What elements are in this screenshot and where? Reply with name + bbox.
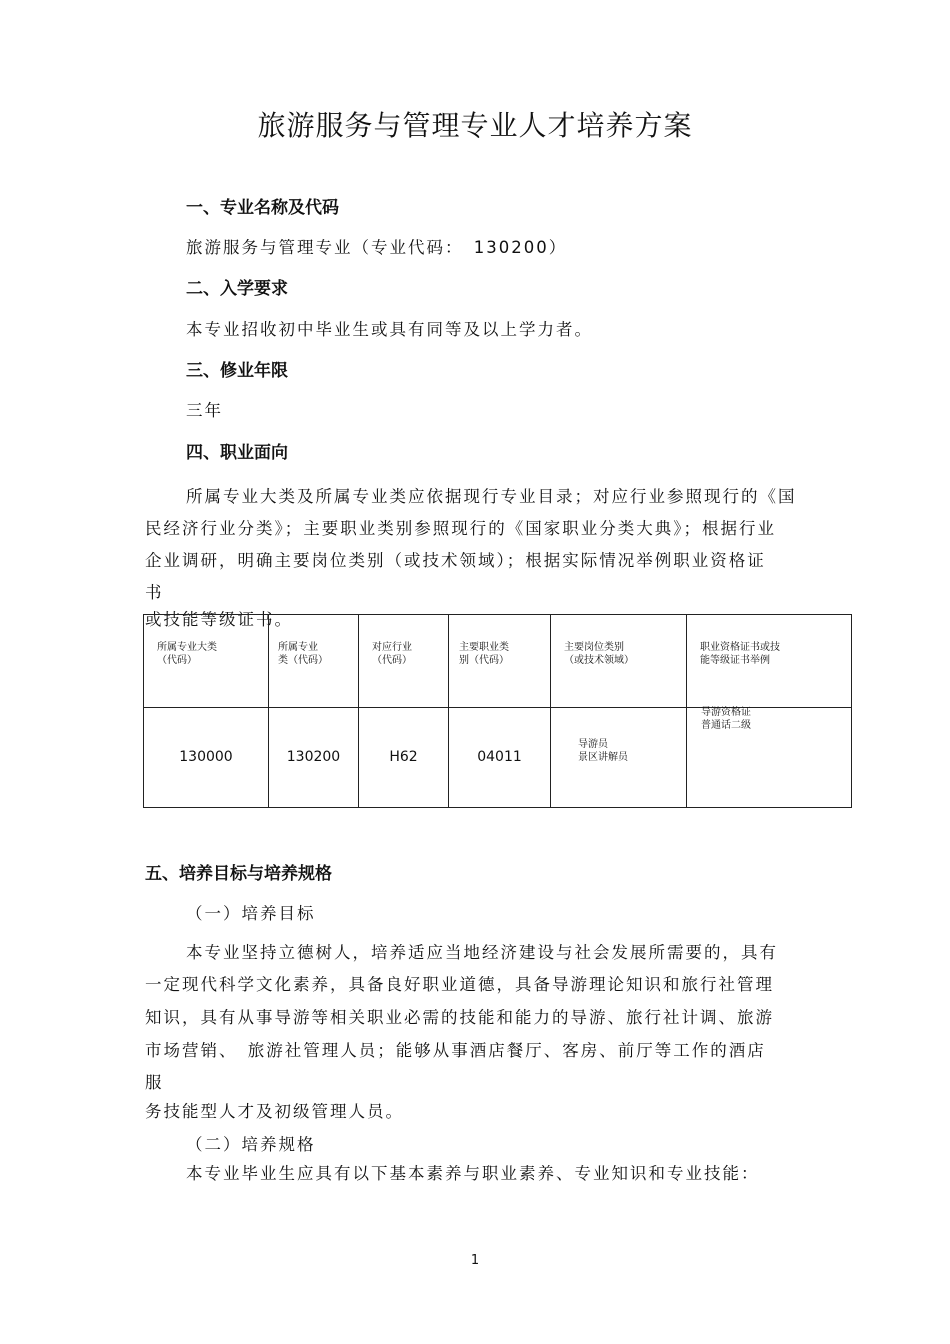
section-4-line: 所属专业大类及所属专业类应依据现行专业目录；对应行业参照现行的《国	[186, 487, 797, 506]
table-header-cell: 所属专业 类（代码）	[269, 615, 359, 708]
section-1-heading: 一、专业名称及代码	[186, 198, 339, 218]
section-3-text: 三年	[186, 401, 223, 420]
subsection-1-line: 市场营销、 旅游社管理人员；能够从事酒店餐厅、客房、前厅等工作的酒店	[145, 1041, 766, 1060]
subsection-1-line: 服	[145, 1073, 164, 1092]
subsection-1-line: 本专业坚持立德树人，培养适应当地经济建设与社会发展所需要的，具有	[186, 943, 778, 962]
page-title: 旅游服务与管理专业人才培养方案	[257, 109, 693, 142]
table-header-cell: 对应行业 （代码）	[359, 615, 449, 708]
section-3-heading: 三、修业年限	[186, 361, 288, 381]
cell-major-category: 130000	[144, 708, 269, 808]
cell-occupation: 04011	[449, 708, 551, 808]
section-2-text: 本专业招收初中毕业生或具有同等及以上学力者。	[186, 320, 593, 339]
section-4-line: 或技能等级证书。	[145, 610, 293, 629]
section-4-line: 书	[145, 583, 164, 602]
section-2-heading: 二、入学要求	[186, 279, 288, 299]
table-header-row	[144, 615, 852, 708]
occupation-table	[143, 614, 852, 808]
table-header-cell: 所属专业大类 （代码）	[144, 615, 269, 708]
subsection-1-line: 务技能型人才及初级管理人员。	[145, 1102, 404, 1121]
cell-positions: 导游员 景区讲解员	[551, 708, 687, 808]
cell-industry: H62	[359, 708, 449, 808]
cell-major-class: 130200	[269, 708, 359, 808]
subsection-2-text: 本专业毕业生应具有以下基本素养与职业素养、专业知识和专业技能：	[186, 1164, 760, 1183]
cell-certificates: 导游资格证 普通话二级	[687, 708, 852, 808]
section-4-heading: 四、职业面向	[186, 443, 288, 463]
subsection-1-line: 知识，具有从事导游等相关职业必需的技能和能力的导游、旅行社计调、旅游	[145, 1008, 774, 1027]
subsection-1-heading: （一）培养目标	[186, 904, 316, 923]
section-4-line: 企业调研，明确主要岗位类别（或技术领域）；根据实际情况举例职业资格证	[145, 551, 766, 570]
subsection-1-line: 一定现代科学文化素养，具备良好职业道德，具备导游理论知识和旅行社管理	[145, 975, 774, 994]
subsection-2-heading: （二）培养规格	[186, 1135, 316, 1154]
section-5-heading: 五、培养目标与培养规格	[145, 864, 332, 884]
table-header-cell: 主要职业类 别（代码）	[449, 615, 551, 708]
section-1-text: 旅游服务与管理专业（专业代码： 130200）	[186, 238, 568, 257]
page-number: 1	[470, 1253, 480, 1268]
section-4-line: 民经济行业分类》；主要职业类别参照现行的《国家职业分类大典》；根据行业	[145, 519, 776, 538]
table-row	[144, 708, 852, 808]
table-header-cell: 主要岗位类别 （或技术领域）	[551, 615, 687, 708]
table-header-cell: 职业资格证书或技 能等级证书举例	[687, 615, 852, 708]
